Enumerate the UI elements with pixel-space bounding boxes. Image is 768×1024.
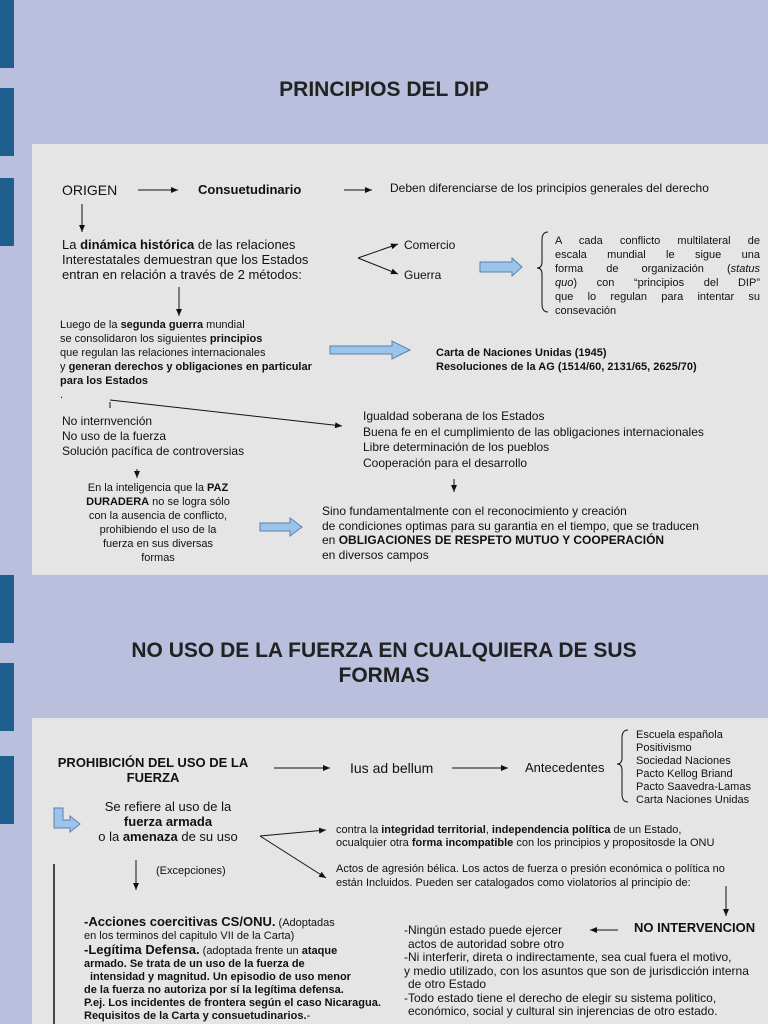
excepciones-label: (Excepciones) xyxy=(156,865,226,877)
paz-text: En la inteligencia que la PAZ DURADERA no se logra sólo con la ausencia de conflicto, prohibiendo el uso de la fuerza en sus diversas formas xyxy=(86,482,230,564)
principles-right xyxy=(363,409,704,471)
dinamica-text: La dinámica histórica de las relaciones Interestatales demuestran que los Estados entran en relación a través de 2 métodos: xyxy=(62,237,309,282)
slide-tab xyxy=(0,0,14,68)
actos-text: Actos de agresión bélica. Los actos de fuerza o presión económica o política no están Incluidos. Pueden ser catalogados como violatorios al principio de: xyxy=(336,863,725,889)
antecedente-item: Carta Naciones Unidas xyxy=(636,794,750,806)
slide2-panel xyxy=(32,718,768,1024)
consuetudinario-label: Consuetudinario xyxy=(198,182,302,197)
ningun-item: económico, social y cultural sin injerencias de otro estado. xyxy=(408,1004,718,1018)
deben-text: Deben diferenciarse de los principios generales del derecho xyxy=(390,181,709,195)
principle-item: No internvención xyxy=(62,414,153,428)
ningun-text xyxy=(404,924,749,1019)
sino-text: Sino fundamentalmente con el reconocimiento y creación de condiciones optimas para su garantia en el tiempo, que se traducen en OBLIGACIONES DE RESPETO MUTUO Y COOPERACIÓN en diversos campos xyxy=(322,504,699,562)
slide2-title: NO USO DE LA FUERZA EN CUALQUIERA DE SUS FORMAS xyxy=(131,639,637,687)
principle-item: Buena fe en el cumplimiento de las obligaciones internacionales xyxy=(363,424,704,439)
antecedente-item: Sociedad Naciones xyxy=(636,755,731,767)
antecedente-item: Pacto Saavedra-Lamas xyxy=(636,781,751,793)
principle-item: Cooperación para el desarrollo xyxy=(363,455,528,470)
origen-label: ORIGEN xyxy=(62,182,118,198)
refiere-text: Se refiere al uso de la fuerza armada o la amenaza de su uso xyxy=(98,799,238,844)
ius-label: Ius ad bellum xyxy=(350,760,434,776)
principle-item: Solución pacífica de controversias xyxy=(62,444,245,458)
principle-item: No uso de la fuerza xyxy=(62,429,167,443)
ningun-item: de otro Estado xyxy=(408,977,487,991)
slide-tab xyxy=(0,575,14,643)
ningun-item: -Todo estado tiene el derecho de elegir su sistema politico, xyxy=(404,990,717,1005)
antecedentes-label: Antecedentes xyxy=(525,760,605,775)
principle-item: Igualdad soberana de los Estados xyxy=(363,409,545,423)
slide-tab xyxy=(0,756,14,824)
guerra-label: Guerra xyxy=(404,268,442,282)
ningun-item: -Ningún estado puede ejercer xyxy=(404,923,563,937)
slide1-title: PRINCIPIOS DEL DIP xyxy=(279,78,489,101)
slide1-panel xyxy=(32,144,768,575)
ningun-item: actos de autoridad sobre otro xyxy=(408,936,565,951)
antecedente-item: Escuela española xyxy=(636,729,723,741)
antecedente-item: Positivismo xyxy=(636,742,692,754)
luego-text: Luego de la segunda guerra mundial se consolidaron los siguientes principios que regulan las relaciones internacionales y generan derechos y obligaciones en particular para los Estados . xyxy=(60,319,312,401)
principles-left xyxy=(62,414,244,459)
prohibicion-label: PROHIBICIÓN DEL USO DE LA FUERZA xyxy=(57,755,249,785)
slide-tab xyxy=(0,178,14,246)
contra-text: contra la integridad territorial, independencia política de un Estado, ocualquier otra forma incompatible con los principios y propositosde la ONU xyxy=(336,824,715,849)
comercio-label: Comercio xyxy=(404,238,456,252)
conflicto-text: A cada conflicto multilateral de escala mundial le sigue una forma de organización (status quo) con “principios del DIP” que lo regulan para intentar su consevación xyxy=(555,235,760,317)
ningun-item: y medio utilizado, con los asuntos que son de jurisdicción interna xyxy=(404,963,749,978)
principle-item: Libre determinación de los pueblos xyxy=(363,440,550,454)
ningun-item: -Ni interferir, direta o indirectamente, sea cual fuera el motivo, xyxy=(404,950,732,964)
antecedente-item: Pacto Kellog Briand xyxy=(636,768,733,780)
acciones-text: -Acciones coercitivas CS/ONU. (Adoptadas en los terminos del capitulo VII de la Carta) -Legítima Defensa. (adoptada frente un ataque armado. Se trata de un uso de la fuerza de intensidad y magnitud. Un episodio de uso menor de la fuerza no autoriza por sí la legítima defensa. P.ej. Los incidentes de frontera según el caso Nicaragua. Requisitos de la Carta y consuetudinarios.- xyxy=(84,914,381,1022)
antecedentes-list xyxy=(636,729,751,807)
carta-text: Carta de Naciones Unidas (1945) Resoluciones de la AG (1514/60, 2131/65, 2625/70) xyxy=(436,347,697,373)
no-intervencion-label: NO INTERVENCION xyxy=(634,920,756,935)
